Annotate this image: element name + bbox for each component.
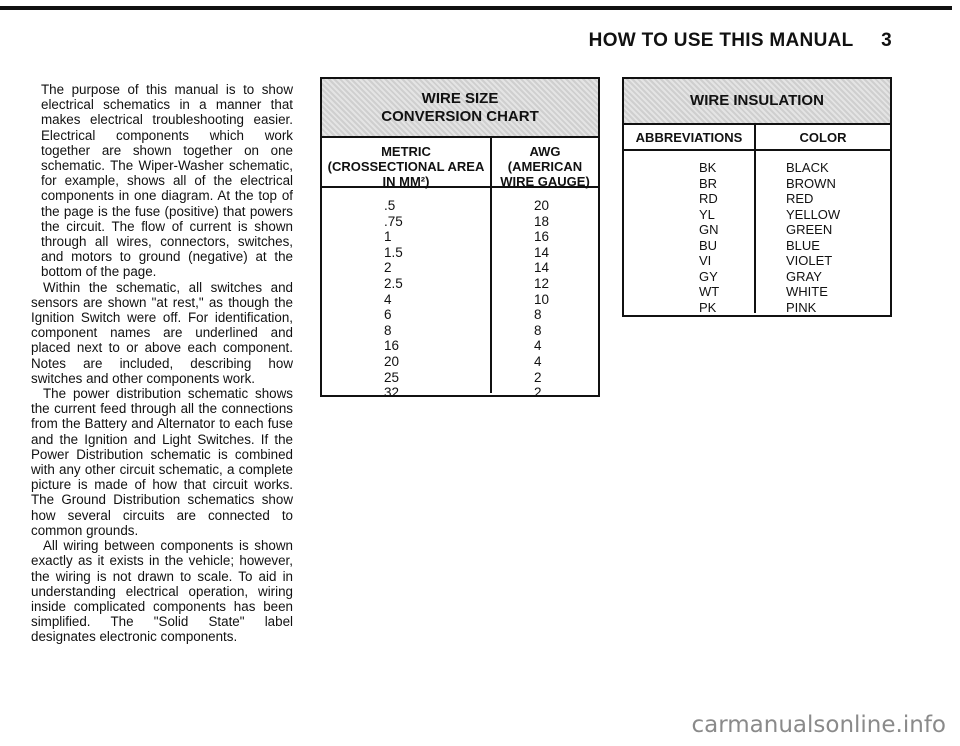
header-line: WIRE GAUGE) (500, 174, 590, 189)
awg-value: 4 (534, 338, 542, 354)
abbreviation: BK (699, 160, 717, 175)
wire-insulation-title: WIRE INSULATION (624, 79, 890, 125)
color-name: YELLOW (786, 206, 841, 222)
abbreviation: BU (699, 237, 718, 253)
awg-value: 8 (534, 307, 542, 323)
awg-value: 14 (534, 260, 550, 276)
awg-value: 2 (534, 369, 542, 385)
top-rule (0, 6, 952, 10)
intro-paragraph: The purpose of this manual is to show electrical schematics in a manner that makes electrical troubleshooting easier. Electrical components which work together are shown together on one schematic. The Wiper-Washer schematic, for example, shows all of the electrical components in one diagram. At the top of the page is the fuse (positive) that powers the circuit. The flow of current is shown through all wires, connectors, switches, and motors to ground (negative) at the bottom of the page. (41, 82, 293, 280)
abbreviation: GY (699, 268, 718, 284)
metric-value: 4 (384, 291, 392, 307)
metric-value: .75 (384, 213, 403, 229)
abbreviation: RD (699, 191, 718, 206)
color-name: BROWN (786, 175, 836, 191)
color-name: GRAY (786, 268, 822, 284)
header-line: (CROSSECTIONAL AREA (327, 159, 485, 174)
header-line: (AMERICAN (507, 159, 583, 174)
page-title: HOW TO USE THIS MANUAL (588, 30, 854, 51)
wire-insulation-table (622, 77, 892, 317)
color-name: BLACK (786, 160, 829, 175)
awg-values (492, 188, 598, 401)
chart-title-line: WIRE SIZE (421, 89, 499, 107)
awg-header (492, 138, 598, 188)
color-values (756, 151, 890, 315)
metric-values (322, 188, 490, 401)
header-line: METRIC (381, 144, 431, 159)
abbreviation: PK (699, 299, 717, 315)
intro-text (31, 82, 293, 645)
color-name: PINK (786, 299, 817, 315)
color-name: WHITE (786, 284, 828, 299)
color-name: VIOLET (786, 253, 833, 268)
metric-value: 20 (384, 353, 400, 369)
awg-value: 14 (534, 244, 550, 260)
metric-value: 25 (384, 369, 400, 385)
metric-value: 6 (384, 307, 392, 323)
abbreviation: BR (699, 175, 718, 191)
metric-value: 32 (384, 385, 400, 401)
metric-header (322, 138, 490, 188)
color-name: GREEN (786, 222, 833, 237)
metric-value: 1 (384, 229, 392, 245)
wire-size-chart-title (322, 79, 598, 138)
awg-value: 12 (534, 275, 550, 291)
metric-column (322, 138, 492, 401)
color-name: BLUE (786, 237, 820, 253)
header-line: IN MM²) (382, 174, 430, 189)
chart-title-line: CONVERSION CHART (381, 107, 539, 125)
metric-value: .5 (384, 198, 396, 213)
metric-value: 16 (384, 338, 400, 354)
abbreviation: YL (699, 206, 715, 222)
abbreviation: GN (699, 222, 719, 237)
awg-value: 2 (534, 385, 542, 401)
intro-paragraph: Within the schematic, all switches and sensors are shown "at rest," as though the Ignition Switch were off. For identification, component names are underlined and placed next to or above each component. Notes are included, describing how switches and other components work. (31, 279, 293, 386)
wire-size-conversion-chart (320, 77, 600, 401)
abbreviation: WT (699, 284, 720, 299)
watermark: carmanualsonline.info (691, 712, 946, 738)
awg-value: 16 (534, 229, 550, 245)
abbreviations-header: ABBREVIATIONS (624, 125, 754, 151)
intro-paragraph: All wiring between components is shown exactly as it exists in the vehicle; however, the wiring is not drawn to scale. To aid in understanding electrical operation, wiring inside complicated components has been simplified. The "Solid State" label designates electronic components. (31, 538, 293, 645)
abbreviations-column (624, 125, 756, 313)
awg-column (492, 138, 598, 401)
color-column (756, 125, 890, 313)
awg-value: 4 (534, 353, 542, 369)
metric-value: 8 (384, 322, 392, 338)
abbreviation: VI (699, 253, 712, 268)
header-line: AWG (529, 144, 561, 159)
metric-value: 2.5 (384, 275, 403, 291)
abbreviation-values (624, 151, 754, 315)
page-header (589, 30, 892, 52)
color-name: RED (786, 191, 814, 206)
awg-value: 10 (534, 291, 550, 307)
metric-value: 1.5 (384, 244, 403, 260)
awg-value: 18 (534, 213, 550, 229)
page-number: 3 (881, 30, 892, 51)
color-header: COLOR (756, 125, 890, 151)
awg-value: 8 (534, 322, 542, 338)
awg-value: 20 (534, 198, 550, 213)
metric-value: 2 (384, 260, 392, 276)
intro-paragraph: The power distribution schematic shows the current feed through all the connections from the Battery and Alternator to each fuse and the Ignition and Light Switches. If the Power Distribution schematic is combined with any other circuit schematic, a complete picture is made of how that circuit works. The Ground Distribution schematics show how several circuits are connected to common grounds. (31, 386, 293, 538)
